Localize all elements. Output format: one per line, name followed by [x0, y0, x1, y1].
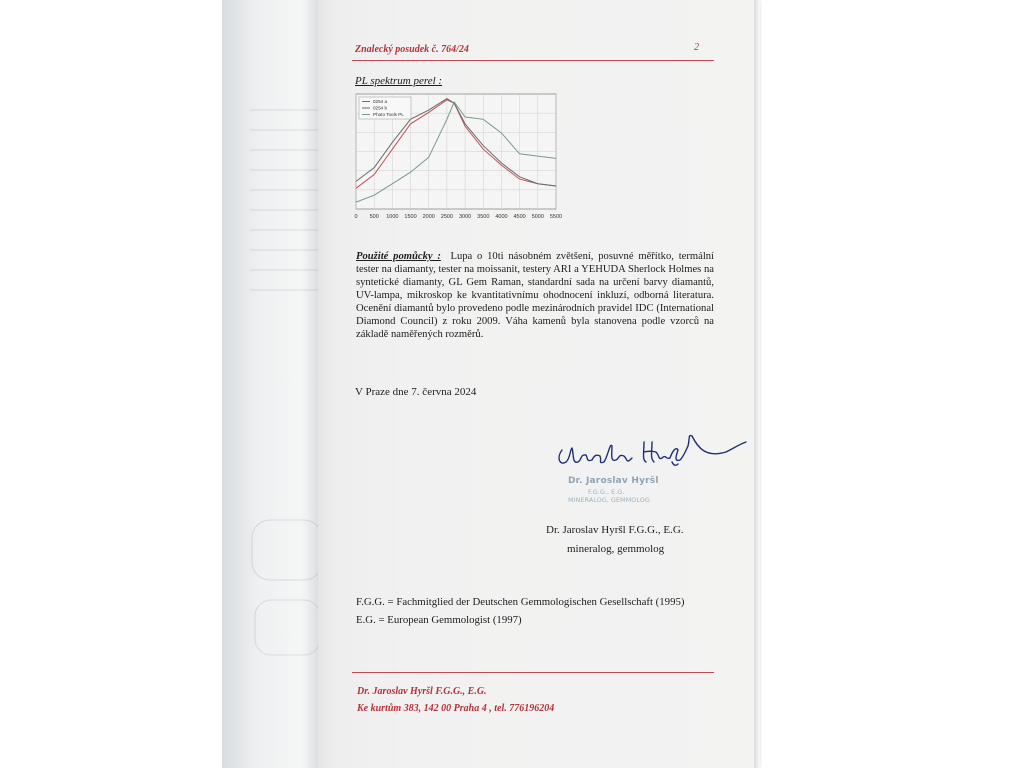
place-date: V Praze dne 7. června 2024: [355, 386, 477, 398]
chart-legend-label: 0254 a: [373, 99, 388, 104]
tools-label: Použité pomůcky :: [356, 251, 441, 262]
chart-tick-label: 3000: [458, 214, 472, 220]
chart-tick-label: 4500: [513, 214, 526, 220]
footer-name: Dr. Jaroslav Hyršl F.G.G., E.G.: [357, 686, 487, 697]
chart-legend-label: Photo Tools PL: [373, 112, 404, 117]
footer-address: Ke kurtům 383, 142 00 Praha 4 , tel. 776196204: [357, 703, 555, 714]
stamp-name: Dr. Jaroslav Hyršl: [568, 476, 659, 486]
tools-paragraph: [356, 250, 714, 341]
tools-text: Lupa o 10ti násobném zvětšení, posuvné měřítko, termální tester na diamanty, tester na moissanit, testery ARI a YEHUDA Sherlock Holmes na syntetické diamanty, GL Gem Raman, standardní sada na určení barvy diamantů, UV-lampa, mikroskop ke kvantitativnímu ohodnocení inkluzí, odborná literatura. Ocenění diamantů bylo provedeno podle mezinárodních pravidel IDC (International Diamond Council) z roku 2009. Váha kamenů byla stanovena podle vzorců na základě naměřených rozměrů.: [356, 251, 715, 340]
footer-rule: [352, 672, 714, 673]
header-title: Znalecký posudek č. 764/24: [355, 44, 469, 55]
chart-tick-label: 1500: [404, 214, 417, 220]
chart-tick-label: 4000: [495, 214, 508, 220]
abbreviation-fgg: F.G.G. = Fachmitglied der Deutschen Gemmologischen Gesellschaft (1995): [356, 596, 685, 608]
abbreviation-eg: E.G. = European Gemmologist (1997): [356, 614, 522, 626]
page-edge: [754, 0, 760, 768]
chart-svg: [350, 92, 563, 222]
signer-role: mineralog, gemmolog: [567, 543, 665, 555]
chart-tick-label: 3500: [477, 214, 490, 220]
chart-tick-label: 2000: [422, 214, 435, 220]
stamp-profession: MINERALOG, GEMMOLOG: [568, 496, 650, 504]
signer-name: Dr. Jaroslav Hyršl F.G.G., E.G.: [546, 524, 684, 536]
chart-tick-label: 2500: [440, 214, 454, 220]
chart-tick-label: 500: [369, 214, 379, 220]
chart-legend-label: 0254 b: [373, 105, 388, 111]
stamp-credentials: F.G.G., E.G.: [588, 488, 625, 496]
chart-caption: PL spektrum perel :: [355, 75, 443, 87]
page-number: 2: [694, 42, 699, 53]
chart-tick-label: 5500: [549, 214, 563, 220]
chart-tick-label: 1000: [386, 214, 399, 220]
chart-tick-label: 5000: [531, 214, 544, 220]
pl-spectrum-chart: [350, 92, 563, 222]
chart-tick-label: 0: [354, 214, 358, 220]
header-rule: [352, 60, 714, 61]
